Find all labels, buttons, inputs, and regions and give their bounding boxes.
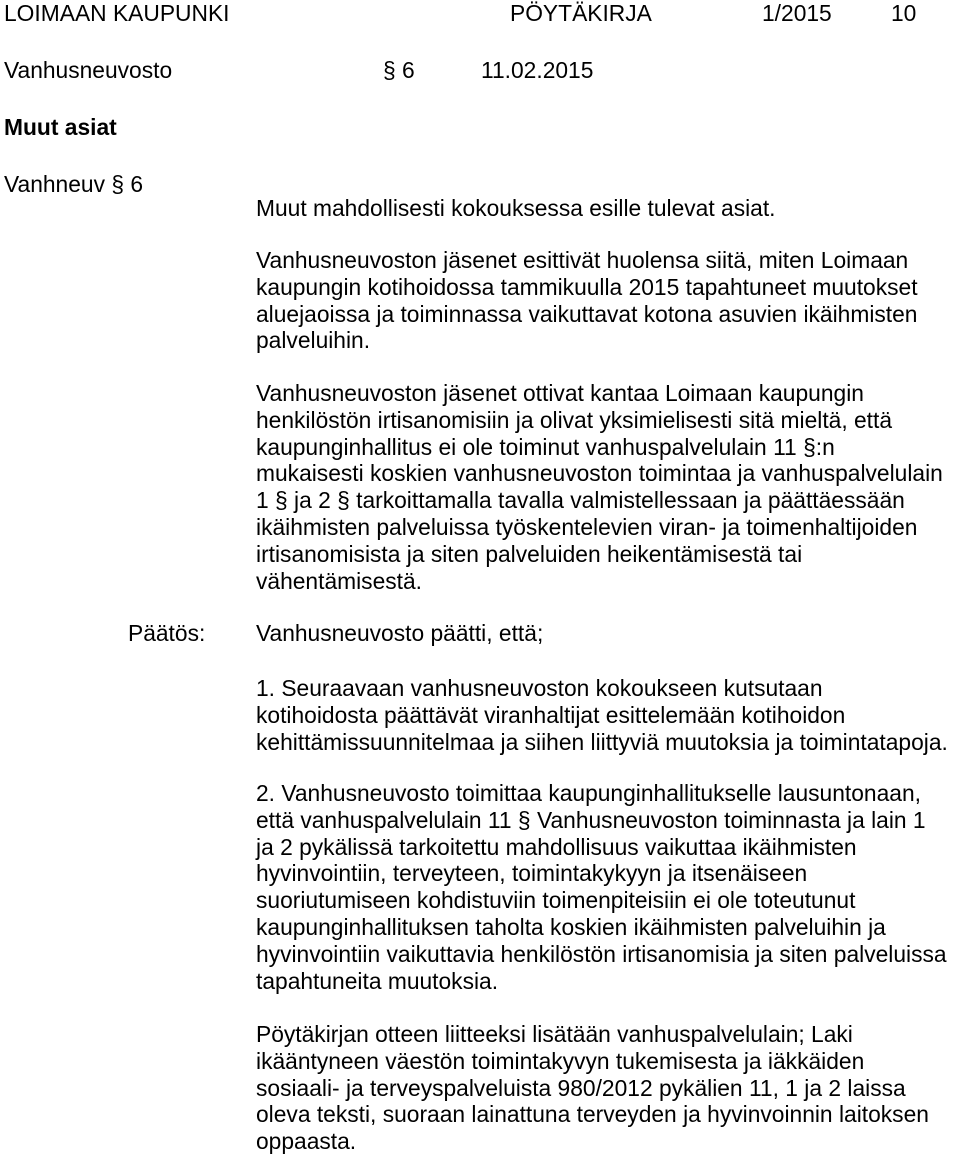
- section-number: § 6: [383, 57, 415, 83]
- appendix-note: [256, 1021, 929, 1155]
- text-line: 2. Vanhusneuvosto toimittaa kaupunginhallitukselle lausuntonaan,: [256, 780, 921, 806]
- paragraph-position: [256, 380, 943, 594]
- paragraph-concerns: [256, 247, 918, 354]
- text-line: ja 2 pykälissä tarkoitettu mahdollisuus vaikuttaa ikäihmisten: [256, 833, 857, 860]
- page-number: 10: [891, 0, 917, 26]
- text-line: kaupunginhallituksen taholta koskien ikäihmisten palveluihin ja: [256, 913, 886, 940]
- text-line: hyvinvointiin, terveyteen, toimintakykyyn ja itsenäiseen: [256, 860, 808, 887]
- text-line: palveluihin.: [256, 327, 371, 354]
- text-line: kehittämissuunnitelmaa ja siihen liittyviä muutoksia ja toimintatapoja.: [256, 728, 948, 755]
- text-line: ikäihmisten palveluissa työskentelevien viran- ja toimenhaltijoiden: [256, 513, 918, 540]
- text-line: vähentämisestä.: [256, 567, 423, 594]
- item-subject: Muut mahdollisesti kokouksessa esille tulevat asiat.: [256, 195, 776, 221]
- page-title: Muut asiat: [4, 114, 117, 140]
- document-number: 1/2015: [762, 0, 832, 26]
- text-line: suoriutumiseen kohdistuviin toimenpiteisiin ei ole toteutunut: [256, 887, 856, 914]
- text-line: 1 § ja 2 § tarkoittamalla tavalla valmistellessaan ja päättäessään: [256, 487, 905, 514]
- text-line: kotihoidosta päättävät viranhaltijat esittelemään kotihoidon: [256, 701, 846, 728]
- decision-point-2: [256, 780, 947, 994]
- text-line: Pöytäkirjan otteen liitteeksi lisätään vanhuspalvelulain; Laki: [256, 1021, 853, 1047]
- text-line: mukaisesti koskien vanhusneuvoston toimintaa ja vanhuspalvelulain: [256, 460, 943, 487]
- meeting-body: Vanhusneuvosto: [4, 57, 173, 83]
- decision-label: Päätös:: [128, 620, 206, 646]
- item-reference: Vanhneuv § 6: [4, 171, 144, 197]
- text-line: kaupunginhallitus ei ole toiminut vanhuspalvelulain 11 §:n: [256, 433, 835, 460]
- text-line: oppaasta.: [256, 1128, 357, 1155]
- decision-point-1: [256, 675, 948, 755]
- text-line: sosiaali- ja terveyspalveluista 980/2012 pykälien 11, 1 ja 2 laissa: [256, 1074, 906, 1101]
- text-line: ikääntyneen väestön toimintakyvyn tukemisesta ja iäkkäiden: [256, 1047, 865, 1074]
- text-line: aluejaoissa ja toiminnassa vaikuttavat kotona asuvien ikäihmisten: [256, 300, 918, 327]
- document-type: PÖYTÄKIRJA: [510, 0, 652, 26]
- text-line: irtisanomisista ja siten palveluiden heikentämisestä tai: [256, 540, 803, 567]
- text-line: että vanhuspalvelulain 11 § Vanhusneuvoston toiminnasta ja lain 1: [256, 806, 926, 833]
- text-line: Vanhusneuvoston jäsenet esittivät huolensa siitä, miten Loimaan: [256, 247, 909, 273]
- text-line: tapahtuneita muutoksia.: [256, 967, 499, 994]
- text-line: oleva teksti, suoraan lainattuna terveyden ja hyvinvoinnin laitoksen: [256, 1101, 929, 1128]
- text-line: hyvinvointiin vaikuttavia henkilöstön irtisanomisia ja siten palveluissa: [256, 940, 947, 967]
- organization-name: LOIMAAN KAUPUNKI: [4, 0, 230, 26]
- text-line: henkilöstön irtisanomisiin ja olivat yksimielisesti sitä mieltä, että: [256, 406, 893, 433]
- decision-intro: Vanhusneuvosto päätti, että;: [256, 620, 544, 646]
- meeting-date: 11.02.2015: [481, 57, 594, 83]
- text-line: Vanhusneuvoston jäsenet ottivat kantaa Loimaan kaupungin: [256, 380, 864, 406]
- text-line: 1. Seuraavaan vanhusneuvoston kokoukseen kutsutaan: [256, 675, 823, 701]
- text-line: kaupungin kotihoidossa tammikuulla 2015 tapahtuneet muutokset: [256, 273, 918, 300]
